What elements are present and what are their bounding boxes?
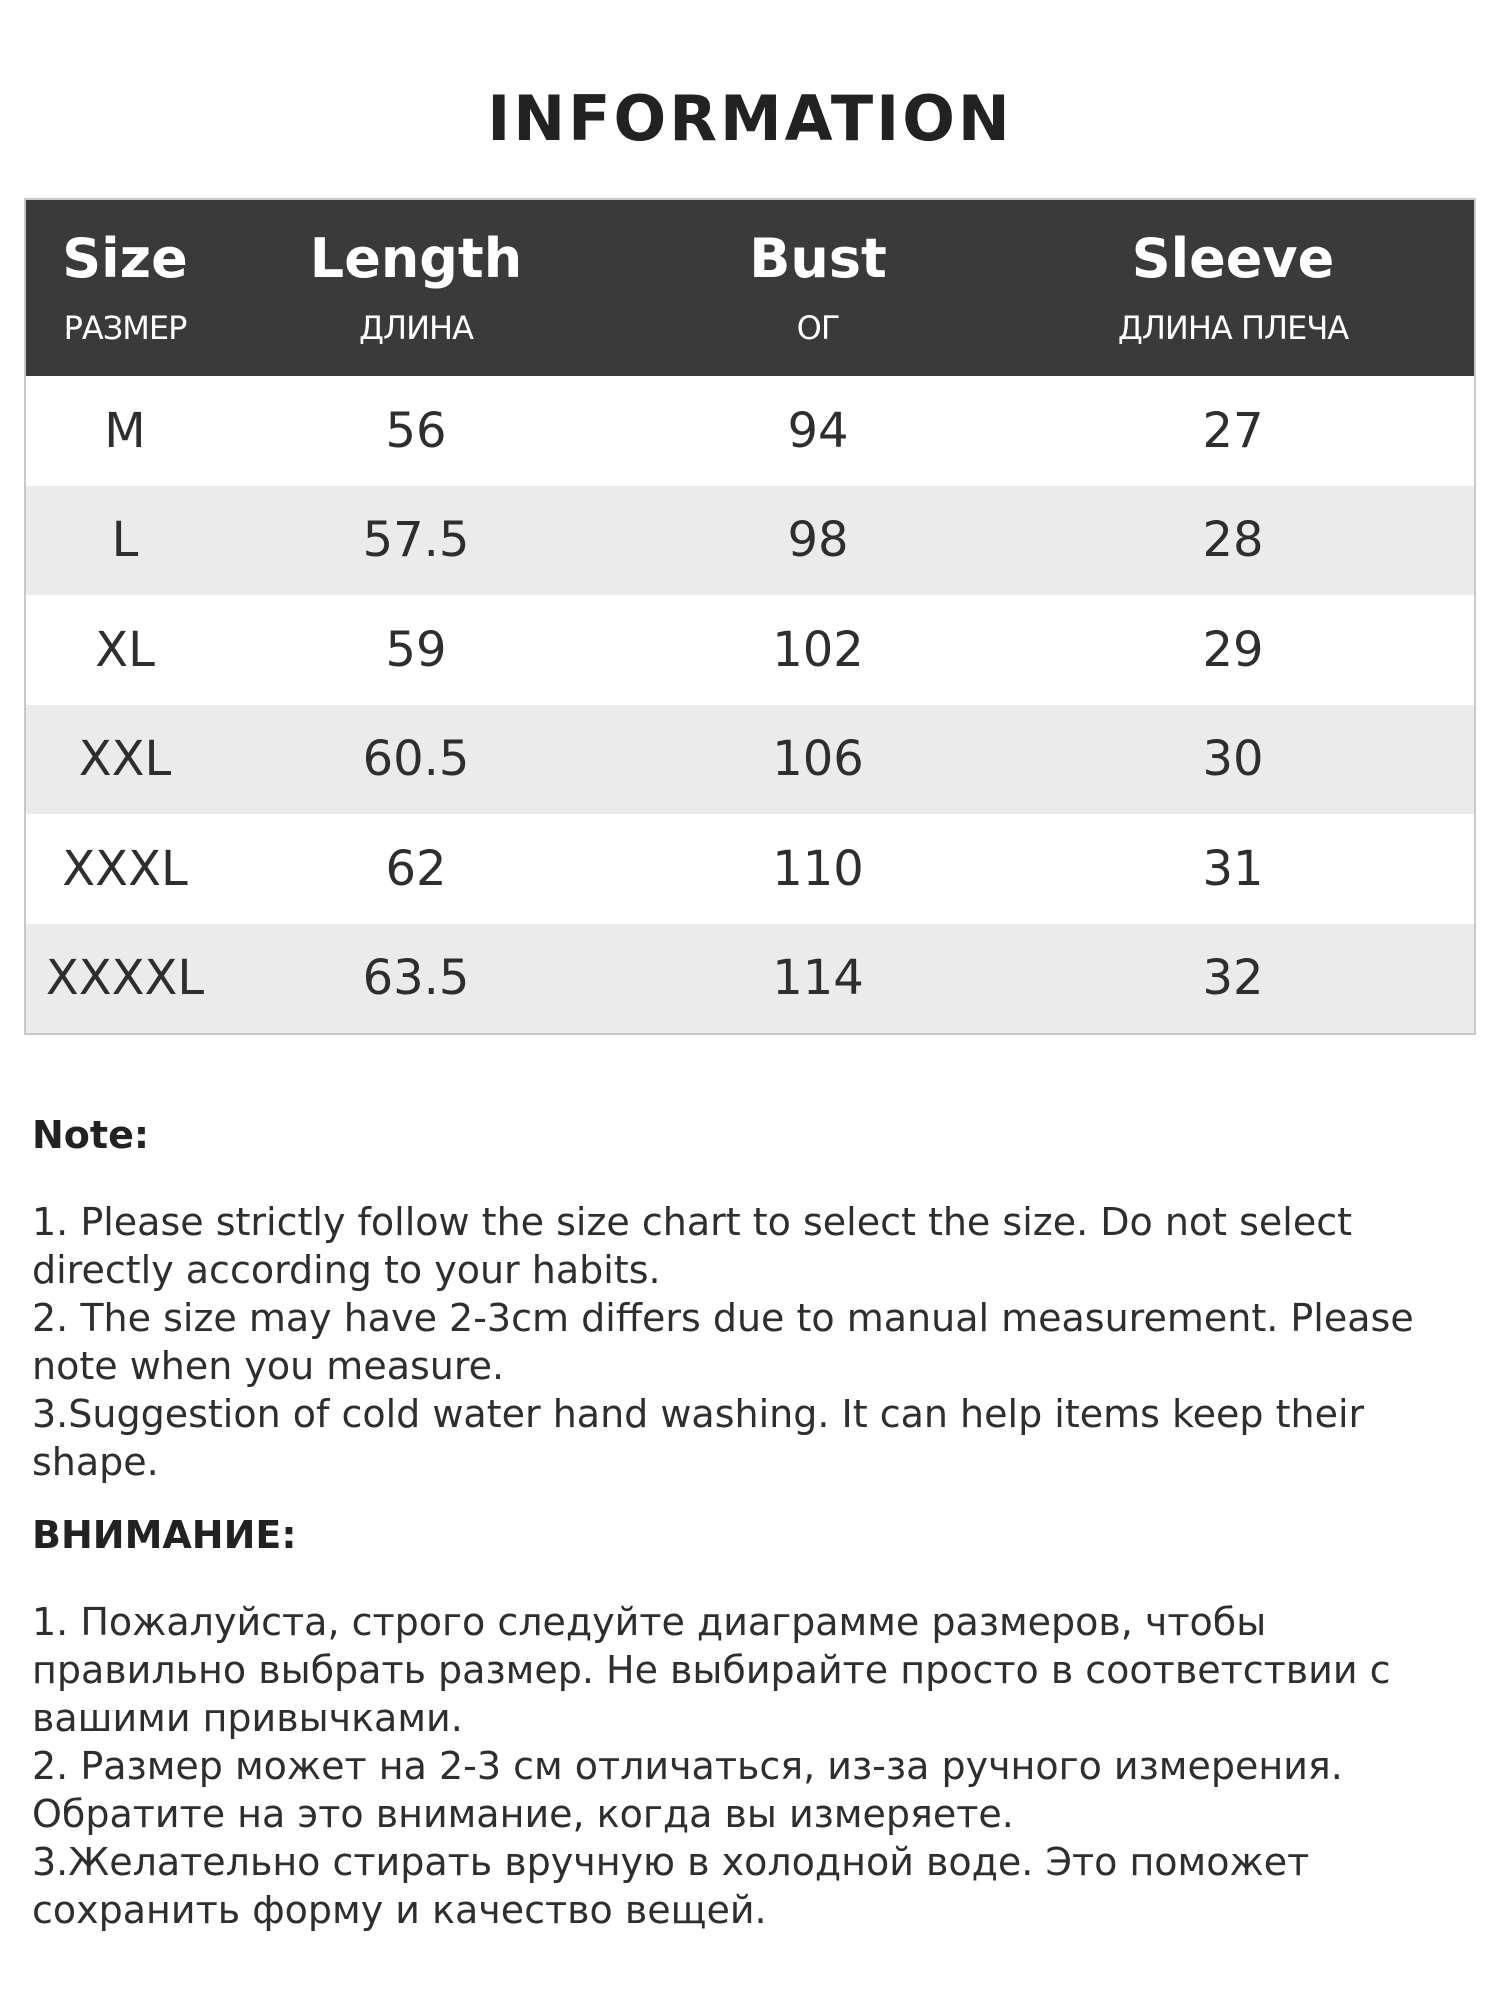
note-list — [32, 1198, 1452, 1486]
note-item: 1. Please strictly follow the size chart to select the size. Do not select directly according to your habits. — [32, 1200, 1353, 1292]
cell-length: 56 — [385, 402, 447, 459]
cell-size: L — [111, 512, 139, 569]
cell-bust: 106 — [772, 731, 864, 788]
cell-sleeve: 29 — [1202, 621, 1264, 678]
header-size-ru: РАЗМЕР — [63, 309, 187, 347]
header-bust — [608, 200, 1028, 376]
note-heading: Note: — [32, 1113, 150, 1157]
header-size — [26, 200, 224, 376]
table-row — [26, 705, 1474, 815]
size-table — [24, 198, 1476, 1035]
cell-bust: 102 — [772, 621, 864, 678]
header-sleeve — [1028, 200, 1438, 376]
attention-list — [32, 1598, 1452, 1934]
cell-length: 63.5 — [362, 950, 470, 1007]
page-title: INFORMATION — [487, 82, 1013, 155]
cell-length: 59 — [385, 621, 447, 678]
attention-heading: ВНИМАНИЕ: — [32, 1513, 297, 1557]
cell-size: M — [104, 402, 146, 459]
attention-item: 1. Пожалуйста, строго следуйте диаграмме размеров, чтобы правильно выбрать размер. Не выбирайте просто в соответствии с вашими привычками. — [32, 1600, 1391, 1740]
cell-bust: 98 — [787, 512, 849, 569]
header-length-en: Length — [309, 227, 523, 290]
cell-bust: 114 — [772, 950, 864, 1007]
cell-sleeve: 31 — [1202, 840, 1264, 897]
cell-size: XXXXL — [45, 950, 205, 1007]
cell-length: 57.5 — [362, 512, 470, 569]
cell-bust: 94 — [787, 402, 849, 459]
header-sleeve-en: Sleeve — [1131, 227, 1335, 290]
table-row — [26, 376, 1474, 486]
cell-bust: 110 — [772, 840, 864, 897]
cell-sleeve: 32 — [1202, 950, 1264, 1007]
cell-length: 60.5 — [362, 731, 470, 788]
header-size-en: Size — [62, 227, 188, 290]
attention-item: 2. Размер может на 2-3 см отличаться, из-за ручного измерения. Обратите на это внимание, когда вы измеряете. — [32, 1744, 1343, 1836]
table-row — [26, 486, 1474, 596]
header-length-ru: ДЛИНА — [359, 309, 473, 347]
table-header — [26, 200, 1474, 376]
note-item: 3.Suggestion of cold water hand washing. It can help items keep their shape. — [32, 1392, 1365, 1484]
table-row — [26, 595, 1474, 705]
cell-size: XL — [95, 621, 155, 678]
header-length — [224, 200, 608, 376]
attention-item: 3.Желательно стирать вручную в холодной воде. Это поможет сохранить форму и качество вещей. — [32, 1840, 1310, 1932]
cell-size: XXL — [78, 731, 172, 788]
header-sleeve-ru: ДЛИНА ПЛЕЧА — [1117, 309, 1349, 347]
table-row — [26, 814, 1474, 924]
cell-sleeve: 27 — [1202, 402, 1264, 459]
cell-sleeve: 30 — [1202, 731, 1264, 788]
cell-length: 62 — [385, 840, 447, 897]
note-item: 2. The size may have 2-3cm differs due to manual measurement. Please note when you measure. — [32, 1296, 1414, 1388]
table-row — [26, 924, 1474, 1034]
cell-sleeve: 28 — [1202, 512, 1264, 569]
header-bust-ru: ОГ — [796, 309, 840, 347]
table-body — [26, 376, 1474, 1033]
header-bust-en: Bust — [749, 227, 887, 290]
cell-size: XXXL — [62, 840, 188, 897]
